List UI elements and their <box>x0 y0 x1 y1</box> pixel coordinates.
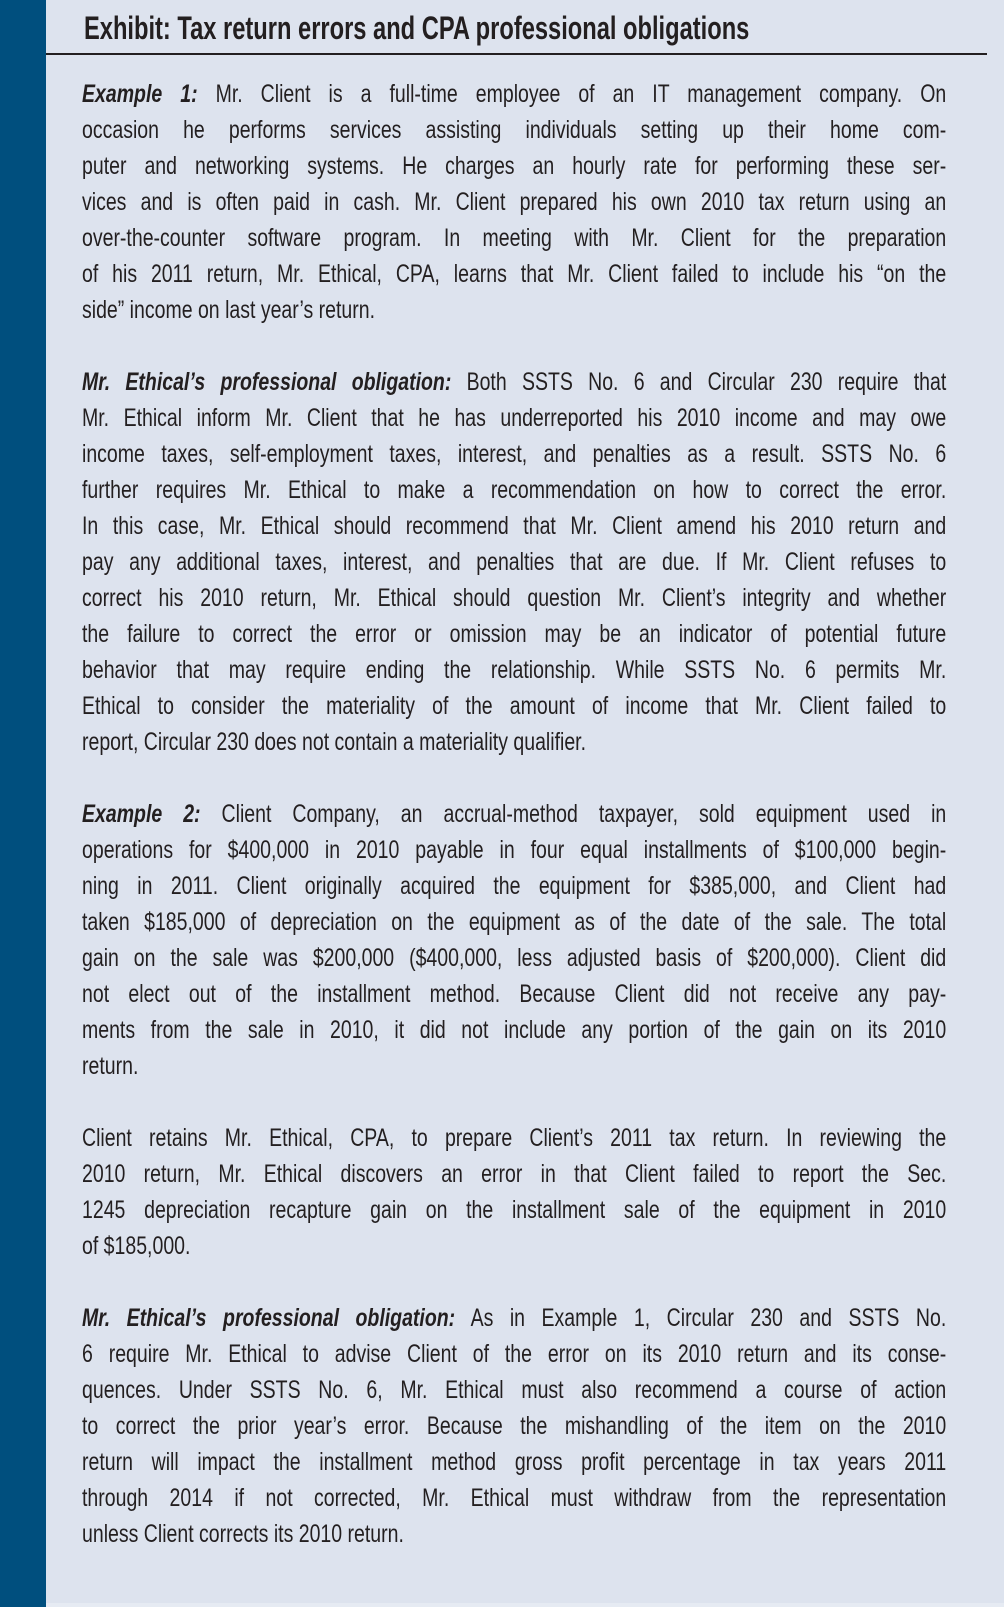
text-line-content <box>82 1480 946 1516</box>
text-line <box>82 1480 946 1516</box>
line-text: operations for $400,000 in 2010 payable in four equal installments of $100,000 begin- <box>82 836 947 864</box>
text-line <box>82 544 946 580</box>
line-text: return will impact the installment method gross profit percentage in tax years 2011 <box>82 1448 947 1476</box>
text-line <box>82 1444 946 1480</box>
text-line <box>82 220 946 256</box>
line-text: the failure to correct the error or omission may be an indicator of potential future <box>82 620 947 648</box>
text-line-content <box>82 904 946 940</box>
text-line <box>82 400 946 436</box>
text-line <box>82 184 946 220</box>
line-text: report, Circular 230 does not contain a materiality qualifier. <box>82 728 587 756</box>
line-text: pay any additional taxes, interest, and penalties that are due. If Mr. Client refuses to <box>82 548 947 576</box>
line-text: Client retains Mr. Ethical, CPA, to prepare Client’s 2011 tax return. In reviewing the <box>82 1124 947 1152</box>
line-text: Both SSTS No. 6 and Circular 230 require that <box>451 368 947 396</box>
text-line <box>82 364 946 400</box>
line-text: In this case, Mr. Ethical should recommend that Mr. Client amend his 2010 return and <box>82 512 947 540</box>
text-line-content <box>82 796 946 832</box>
text-line <box>82 1336 946 1372</box>
paragraph-lead-label: Mr. Ethical’s professional obligation: <box>82 1304 456 1332</box>
text-line <box>82 796 946 832</box>
text-line <box>82 976 946 1012</box>
line-text: quences. Under SSTS No. 6, Mr. Ethical must also recommend a course of action <box>82 1376 947 1404</box>
text-line <box>82 580 946 616</box>
obligation-1-paragraph <box>82 364 946 760</box>
line-text: ments from the sale in 2010, it did not include any portion of the gain on its 2010 <box>82 1016 947 1044</box>
bottom-edge-strip <box>46 1603 1004 1607</box>
text-line-content <box>82 400 946 436</box>
line-text: to correct the prior year’s error. Because the mishandling of the item on the 2010 <box>82 1412 947 1440</box>
paragraph-lead-label: Example 2: <box>82 800 201 828</box>
line-text: through 2014 if not corrected, Mr. Ethical must withdraw from the representation <box>82 1484 947 1512</box>
example-1-paragraph <box>82 76 946 328</box>
text-line-content <box>82 1192 946 1228</box>
text-line <box>82 1516 946 1552</box>
line-text: not elect out of the installment method. Because Client did not receive any pay- <box>82 980 947 1008</box>
title-rule <box>46 53 987 55</box>
text-line-content <box>82 868 946 904</box>
text-line-content <box>82 220 946 256</box>
text-line <box>82 292 946 328</box>
exhibit-title: Exhibit: Tax return errors and CPA professional obligations <box>84 10 750 46</box>
text-line <box>82 1120 946 1156</box>
line-text: puter and networking systems. He charges an hourly rate for performing these ser- <box>82 152 947 180</box>
obligation-2-paragraph <box>82 1300 946 1552</box>
text-line-content <box>82 1372 946 1408</box>
text-line-content <box>82 76 946 112</box>
line-text: correct his 2010 return, Mr. Ethical should question Mr. Client’s integrity and whether <box>82 584 947 612</box>
text-line-content <box>82 1300 946 1336</box>
text-line <box>82 868 946 904</box>
line-text: unless Client corrects its 2010 return. <box>82 1520 404 1548</box>
line-text: As in Example 1, Circular 230 and SSTS No. <box>455 1304 947 1332</box>
paragraph-lead-label: Mr. Ethical’s professional obligation: <box>82 368 452 396</box>
line-text: further requires Mr. Ethical to make a recommendation on how to correct the error. <box>82 476 947 504</box>
line-text: side” income on last year’s return. <box>82 296 375 324</box>
text-line <box>82 1228 946 1264</box>
line-text: of $185,000. <box>82 1232 191 1260</box>
text-line-content <box>82 1012 946 1048</box>
text-line-content <box>82 508 946 544</box>
line-text: occasion he performs services assisting individuals setting up their home com- <box>82 116 947 144</box>
line-text: Ethical to consider the materiality of the amount of income that Mr. Client failed to <box>82 692 947 720</box>
text-line-content <box>82 1156 946 1192</box>
exhibit-body <box>82 76 946 1588</box>
text-line-content <box>82 472 946 508</box>
text-line <box>82 256 946 292</box>
line-text: 2010 return, Mr. Ethical discovers an error in that Client failed to report the Sec. <box>82 1160 947 1188</box>
text-line <box>82 76 946 112</box>
sidebar-accent-bar <box>0 0 46 1607</box>
line-text: Mr. Client is a full-time employee of an IT management company. On <box>197 80 947 108</box>
text-line-content <box>82 148 946 184</box>
text-line <box>82 508 946 544</box>
text-line-content <box>82 724 946 760</box>
line-text: return. <box>82 1052 139 1080</box>
text-line-content <box>82 1408 946 1444</box>
text-line-content <box>82 184 946 220</box>
text-line <box>82 1012 946 1048</box>
text-line-content <box>82 580 946 616</box>
text-line-content <box>82 652 946 688</box>
text-line-content <box>82 292 946 328</box>
line-text: 6 require Mr. Ethical to advise Client of the error on its 2010 return and its conse- <box>82 1340 947 1368</box>
line-text: taken $185,000 of depreciation on the equipment as of the date of the sale. The total <box>82 908 947 936</box>
text-line-content <box>82 940 946 976</box>
text-line <box>82 1408 946 1444</box>
line-text: behavior that may require ending the relationship. While SSTS No. 6 permits Mr. <box>82 656 947 684</box>
line-text: over-the-counter software program. In meeting with Mr. Client for the preparation <box>82 224 947 252</box>
text-line-content <box>82 1516 946 1552</box>
line-text: 1245 depreciation recapture gain on the installment sale of the equipment in 2010 <box>82 1196 947 1224</box>
line-text: income taxes, self-employment taxes, interest, and penalties as a result. SSTS No. 6 <box>82 440 947 468</box>
text-line <box>82 904 946 940</box>
text-line-content <box>82 1228 946 1264</box>
line-text: Client Company, an accrual-method taxpayer, sold equipment used in <box>200 800 947 828</box>
text-line <box>82 1192 946 1228</box>
paragraph-lead-label: Example 1: <box>82 80 198 108</box>
text-line <box>82 724 946 760</box>
text-line <box>82 832 946 868</box>
text-line-content <box>82 1336 946 1372</box>
text-line <box>82 148 946 184</box>
text-line-content <box>82 976 946 1012</box>
line-text: ning in 2011. Client originally acquired the equipment for $385,000, and Client had <box>82 872 947 900</box>
text-line-content <box>82 688 946 724</box>
text-line-content <box>82 1444 946 1480</box>
text-line <box>82 1300 946 1336</box>
line-text: gain on the sale was $200,000 ($400,000, less adjusted basis of $200,000). Client did <box>82 944 947 972</box>
text-line-content <box>82 544 946 580</box>
text-line-content <box>82 112 946 148</box>
text-line <box>82 1048 946 1084</box>
line-text: vices and is often paid in cash. Mr. Client prepared his own 2010 tax return using an <box>82 188 947 216</box>
text-line <box>82 652 946 688</box>
text-line-content <box>82 436 946 472</box>
line-text: of his 2011 return, Mr. Ethical, CPA, learns that Mr. Client failed to include his “on the <box>82 260 947 288</box>
text-line-content <box>82 364 946 400</box>
text-line-content <box>82 256 946 292</box>
text-line <box>82 472 946 508</box>
text-line-content <box>82 1048 946 1084</box>
text-line-content <box>82 1120 946 1156</box>
example-2-continuation-paragraph <box>82 1120 946 1264</box>
text-line <box>82 940 946 976</box>
line-text: Mr. Ethical inform Mr. Client that he has underreported his 2010 income and may owe <box>82 404 947 432</box>
text-line-content <box>82 616 946 652</box>
text-line <box>82 436 946 472</box>
example-2-paragraph <box>82 796 946 1084</box>
text-line-content <box>82 832 946 868</box>
text-line <box>82 112 946 148</box>
text-line <box>82 688 946 724</box>
text-line <box>82 616 946 652</box>
text-line <box>82 1156 946 1192</box>
text-line <box>82 1372 946 1408</box>
